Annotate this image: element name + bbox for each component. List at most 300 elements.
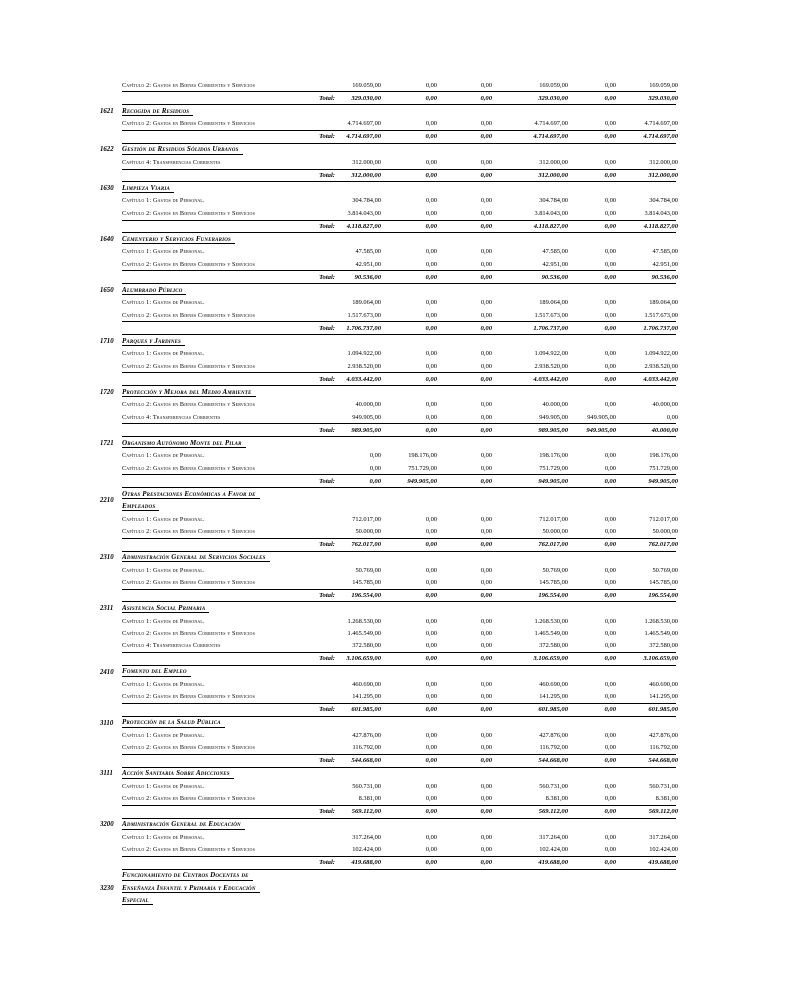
program-title-line — [122, 437, 676, 449]
program-title — [122, 386, 676, 398]
amount-cell: 0,00 — [604, 731, 616, 739]
chapter-label: Capítulo 4: Transferencias Corrientes — [122, 642, 221, 650]
program-title — [122, 552, 676, 564]
amount-cell: 0,00 — [604, 311, 616, 319]
amount-cell: 0,00 — [425, 515, 437, 523]
program-heading — [100, 144, 676, 156]
chapter-row — [100, 360, 676, 372]
amount-cell: 0,00 — [425, 680, 437, 688]
total-label: Total: — [319, 426, 335, 434]
amount-cell: 50.769,00 — [652, 566, 678, 574]
amount-cell: 0,00 — [425, 311, 437, 319]
amount-cell: 0,00 — [604, 452, 616, 460]
amount-cell: 0,00 — [425, 260, 437, 268]
chapter-row — [100, 729, 676, 741]
total-row — [122, 220, 676, 234]
total-amount-cell: 1.706.737,00 — [533, 324, 568, 332]
chapter-label: Capítulo 1: Gastos de Personal. — [122, 617, 205, 625]
amount-cell: 460.690,00 — [539, 680, 568, 688]
total-amount-cell: 4.118.827,00 — [643, 222, 678, 230]
program-title — [122, 488, 676, 513]
amount-cell: 1.268.530,00 — [644, 617, 678, 625]
total-label: Total: — [319, 477, 335, 485]
total-amount-cell: 0,00 — [480, 706, 492, 714]
total-amount-cell: 90.536,00 — [541, 273, 568, 281]
amount-cell: 372.580,00 — [352, 642, 381, 650]
amount-cell: 141.295,00 — [352, 693, 381, 701]
total-amount-cell: 762.017,00 — [351, 541, 381, 549]
amount-cell: 0,00 — [480, 744, 492, 752]
chapter-label: Capítulo 2: Gastos en Bienes Corrientes y Servicios — [122, 693, 255, 701]
amount-cell: 0,00 — [480, 311, 492, 319]
total-amount-cell: 0,00 — [480, 757, 492, 765]
total-label: Total: — [319, 859, 335, 867]
amount-cell: 189.064,00 — [352, 299, 381, 307]
program-heading — [100, 666, 676, 678]
chapter-row — [100, 742, 676, 754]
amount-cell: 1.268.530,00 — [347, 617, 381, 625]
total-amount-cell: 4.714.697,00 — [643, 133, 678, 141]
chapter-row — [100, 525, 676, 537]
program-title-text: Protección de la Salud Pública — [122, 718, 225, 728]
amount-cell: 0,00 — [604, 401, 616, 409]
program-title-text: Acción Sanitaria Sobre Adicciones — [122, 769, 234, 779]
amount-cell: 0,00 — [480, 350, 492, 358]
amount-cell: 0,00 — [480, 81, 492, 89]
program-title-line — [122, 602, 676, 614]
program-title — [122, 717, 676, 729]
program-title-line — [122, 819, 676, 831]
program-title-text: Alumbrado Público — [122, 286, 186, 296]
total-amount-cell: 569.112,00 — [351, 808, 381, 816]
amount-cell: 4.714.697,00 — [644, 120, 678, 128]
chapter-label: Capítulo 2: Gastos en Bienes Corrientes y Servicios — [122, 81, 255, 89]
amount-cell: 42.951,00 — [355, 260, 381, 268]
chapter-row — [100, 309, 676, 321]
chapter-row — [100, 118, 676, 130]
total-amount-cell: 0,00 — [480, 426, 492, 434]
amount-cell: 42.951,00 — [542, 260, 568, 268]
amount-cell: 0,00 — [480, 362, 492, 370]
program-title-line — [122, 233, 676, 245]
chapter-label: Capítulo 4: Transferencias Corrientes — [122, 413, 221, 421]
program-heading — [100, 819, 676, 831]
total-amount-cell: 949.905,00 — [538, 477, 568, 485]
program-code: 1640 — [100, 236, 114, 243]
total-amount-cell: 544.668,00 — [538, 757, 568, 765]
total-amount-cell: 196.554,00 — [648, 592, 678, 600]
amount-cell: 0,00 — [480, 248, 492, 256]
total-row — [122, 423, 676, 437]
chapter-label: Capítulo 2: Gastos en Bienes Corrientes y Servicios — [122, 795, 255, 803]
budget-table — [100, 79, 676, 907]
amount-cell: 0,00 — [604, 81, 616, 89]
amount-cell: 0,00 — [480, 515, 492, 523]
amount-cell: 0,00 — [480, 680, 492, 688]
amount-cell: 145.785,00 — [352, 578, 381, 586]
total-amount-cell: 4.714.697,00 — [346, 133, 381, 141]
total-amount-cell: 949.905,00 — [586, 426, 616, 434]
amount-cell: 317.264,00 — [352, 833, 381, 841]
amount-cell: 712.017,00 — [539, 515, 568, 523]
amount-cell: 1.465.549,00 — [534, 629, 568, 637]
program-title-line — [122, 717, 676, 729]
amount-cell: 0,00 — [425, 81, 437, 89]
amount-cell: 0,00 — [604, 209, 616, 217]
chapter-label: Capítulo 1: Gastos de Personal. — [122, 833, 205, 841]
total-amount-cell: 0,00 — [425, 94, 437, 102]
total-amount-cell: 569.112,00 — [648, 808, 678, 816]
program-title — [122, 666, 676, 678]
amount-cell: 198.176,00 — [649, 452, 678, 460]
total-amount-cell: 4.118.827,00 — [346, 222, 381, 230]
amount-cell: 312.000,00 — [352, 158, 381, 166]
amount-cell: 0,00 — [425, 401, 437, 409]
program-title-line — [122, 488, 676, 500]
amount-cell: 712.017,00 — [352, 515, 381, 523]
program-title — [122, 870, 676, 907]
program-title-text: Cementerio y Servicios Funerarios — [122, 235, 235, 245]
total-label: Total: — [319, 222, 335, 230]
total-amount-cell: 0,00 — [425, 757, 437, 765]
total-amount-cell: 0,00 — [604, 592, 616, 600]
total-amount-cell: 419.688,00 — [648, 859, 678, 867]
amount-cell: 2.938.520,00 — [534, 362, 568, 370]
amount-cell: 0,00 — [604, 299, 616, 307]
total-amount-cell: 419.688,00 — [351, 859, 381, 867]
program-title-text: Recogida de Residuos — [122, 107, 193, 117]
total-amount-cell: 0,00 — [604, 375, 616, 383]
total-amount-cell: 0,00 — [604, 541, 616, 549]
program-heading — [100, 717, 676, 729]
amount-cell: 0,00 — [480, 795, 492, 803]
amount-cell: 102.424,00 — [352, 846, 381, 854]
total-row — [122, 372, 676, 386]
chapter-row — [100, 615, 676, 627]
amount-cell: 560.731,00 — [649, 782, 678, 790]
total-amount-cell: 0,00 — [604, 655, 616, 663]
amount-cell: 0,00 — [425, 642, 437, 650]
program-title-text: Administración General de Educación — [122, 820, 245, 830]
amount-cell: 1.517.673,00 — [347, 311, 381, 319]
total-amount-cell: 196.554,00 — [538, 592, 568, 600]
program-title-text: Funcionamiento de Centros Docentes de — [122, 871, 253, 881]
program-code: 1720 — [100, 388, 114, 396]
chapter-row — [100, 411, 676, 423]
amount-cell: 0,00 — [604, 795, 616, 803]
amount-cell: 0,00 — [425, 744, 437, 752]
amount-cell: 0,00 — [480, 120, 492, 128]
total-amount-cell: 762.017,00 — [538, 541, 568, 549]
amount-cell: 0,00 — [369, 464, 381, 472]
total-amount-cell: 762.017,00 — [648, 541, 678, 549]
chapter-row — [100, 258, 676, 270]
total-label: Total: — [319, 706, 335, 714]
amount-cell: 0,00 — [425, 731, 437, 739]
chapter-label: Capítulo 2: Gastos en Bienes Corrientes y Servicios — [122, 401, 255, 409]
amount-cell: 0,00 — [604, 248, 616, 256]
chapter-label: Capítulo 1: Gastos de Personal. — [122, 680, 205, 688]
total-row — [122, 91, 676, 105]
program-title — [122, 602, 676, 614]
total-row — [122, 130, 676, 144]
total-row — [122, 270, 676, 284]
amount-cell: 2.938.520,00 — [644, 362, 678, 370]
total-amount-cell: 329.030,00 — [351, 94, 381, 102]
total-amount-cell: 3.106.659,00 — [643, 655, 678, 663]
amount-cell: 1.094.922,00 — [347, 350, 381, 358]
total-label: Total: — [319, 133, 335, 141]
amount-cell: 0,00 — [604, 120, 616, 128]
chapter-row — [100, 348, 676, 360]
total-amount-cell: 0,00 — [425, 171, 437, 179]
amount-cell: 1.465.549,00 — [347, 629, 381, 637]
amount-cell: 1.517.673,00 — [534, 311, 568, 319]
total-amount-cell: 419.688,00 — [538, 859, 568, 867]
amount-cell: 0,00 — [425, 578, 437, 586]
amount-cell: 141.295,00 — [539, 693, 568, 701]
total-amount-cell: 0,00 — [425, 541, 437, 549]
total-amount-cell: 0,00 — [604, 706, 616, 714]
program-code: 2410 — [100, 668, 114, 676]
total-amount-cell: 949.905,00 — [407, 477, 437, 485]
chapter-row — [100, 156, 676, 168]
chapter-label: Capítulo 1: Gastos de Personal. — [122, 452, 205, 460]
amount-cell: 560.731,00 — [539, 782, 568, 790]
amount-cell: 0,00 — [480, 731, 492, 739]
chapter-label: Capítulo 1: Gastos de Personal. — [122, 350, 205, 358]
total-amount-cell: 544.668,00 — [351, 757, 381, 765]
amount-cell: 460.690,00 — [352, 680, 381, 688]
total-amount-cell: 3.106.659,00 — [533, 655, 568, 663]
chapter-label: Capítulo 2: Gastos en Bienes Corrientes y Servicios — [122, 578, 255, 586]
total-amount-cell: 0,00 — [480, 94, 492, 102]
amount-cell: 0,00 — [425, 158, 437, 166]
program-title-line — [122, 386, 676, 398]
program-title-line — [122, 105, 676, 117]
total-amount-cell: 0,00 — [425, 375, 437, 383]
chapter-row — [100, 450, 676, 462]
amount-cell: 0,00 — [480, 452, 492, 460]
amount-cell: 0,00 — [425, 413, 437, 421]
total-row — [122, 754, 676, 768]
total-amount-cell: 0,00 — [425, 426, 437, 434]
chapter-label: Capítulo 1: Gastos de Personal. — [122, 731, 205, 739]
program-heading — [100, 233, 676, 245]
total-label: Total: — [319, 273, 335, 281]
chapter-row — [100, 844, 676, 856]
chapter-row — [100, 297, 676, 309]
amount-cell: 0,00 — [480, 578, 492, 586]
amount-cell: 0,00 — [425, 693, 437, 701]
amount-cell: 312.000,00 — [649, 158, 678, 166]
total-amount-cell: 0,00 — [425, 706, 437, 714]
total-amount-cell: 1.706.737,00 — [346, 324, 381, 332]
program-title-text: Enseñanza Infantil y Primaria y Educación — [122, 884, 260, 894]
total-amount-cell: 0,00 — [604, 222, 616, 230]
total-amount-cell: 0,00 — [425, 324, 437, 332]
total-label: Total: — [319, 541, 335, 549]
program-title-text: Otras Prestaciones Económicas a Favor de — [122, 490, 260, 500]
chapter-row — [100, 564, 676, 576]
chapter-label: Capítulo 2: Gastos en Bienes Corrientes y Servicios — [122, 528, 255, 536]
amount-cell: 751.729,00 — [408, 464, 437, 472]
amount-cell: 0,00 — [425, 362, 437, 370]
amount-cell: 0,00 — [480, 413, 492, 421]
program-title-line — [122, 768, 676, 780]
total-amount-cell: 0,00 — [604, 808, 616, 816]
amount-cell: 0,00 — [604, 833, 616, 841]
program-code: 1710 — [100, 337, 114, 345]
amount-cell: 8.381,00 — [358, 795, 381, 803]
amount-cell: 42.951,00 — [652, 260, 678, 268]
amount-cell: 560.731,00 — [352, 782, 381, 790]
total-amount-cell: 0,00 — [480, 324, 492, 332]
total-amount-cell: 0,00 — [480, 859, 492, 867]
chapter-label: Capítulo 2: Gastos en Bienes Corrientes y Servicios — [122, 744, 255, 752]
total-amount-cell: 4.033.442,00 — [346, 375, 381, 383]
amount-cell: 0,00 — [425, 629, 437, 637]
total-amount-cell: 4.714.697,00 — [533, 133, 568, 141]
amount-cell: 0,00 — [604, 846, 616, 854]
program-title-text: Organismo Autónomo Monte del Pilar — [122, 439, 246, 449]
total-row — [122, 805, 676, 819]
amount-cell: 0,00 — [425, 833, 437, 841]
total-amount-cell: 4.118.827,00 — [533, 222, 568, 230]
total-row — [122, 474, 676, 488]
chapter-row — [100, 246, 676, 258]
amount-cell: 751.729,00 — [649, 464, 678, 472]
program-heading — [100, 768, 676, 780]
program-title-text: Especial — [122, 896, 153, 906]
program-title-line — [122, 335, 676, 347]
program-heading — [100, 552, 676, 564]
total-amount-cell: 989.905,00 — [351, 426, 381, 434]
total-amount-cell: 0,00 — [604, 757, 616, 765]
amount-cell: 2.938.520,00 — [347, 362, 381, 370]
amount-cell: 169.059,00 — [539, 81, 568, 89]
program-heading — [100, 386, 676, 398]
total-amount-cell: 0,00 — [480, 171, 492, 179]
program-code: 1721 — [100, 439, 114, 447]
total-amount-cell: 0,00 — [604, 133, 616, 141]
chapter-label: Capítulo 1: Gastos de Personal. — [122, 197, 205, 205]
total-amount-cell: 40.000,00 — [651, 426, 678, 434]
total-amount-cell: 0,00 — [425, 273, 437, 281]
total-amount-cell: 0,00 — [480, 808, 492, 816]
total-amount-cell: 0,00 — [604, 273, 616, 281]
amount-cell: 0,00 — [604, 158, 616, 166]
program-title-text: Fomento del Empleo — [122, 667, 191, 677]
chapter-label: Capítulo 2: Gastos en Bienes Corrientes y Servicios — [122, 311, 255, 319]
program-code: 2210 — [100, 497, 114, 505]
amount-cell: 40.000,00 — [652, 401, 678, 409]
amount-cell: 304.784,00 — [352, 197, 381, 205]
chapter-label: Capítulo 1: Gastos de Personal. — [122, 515, 205, 523]
program-heading — [100, 437, 676, 449]
program-code: 1630 — [100, 185, 114, 193]
amount-cell: 0,00 — [480, 846, 492, 854]
program-code: 1621 — [100, 107, 114, 115]
total-amount-cell: 329.030,00 — [648, 94, 678, 102]
total-amount-cell: 0,00 — [604, 859, 616, 867]
amount-cell: 304.784,00 — [649, 197, 678, 205]
total-amount-cell: 0,00 — [480, 273, 492, 281]
amount-cell: 0,00 — [604, 680, 616, 688]
chapter-row — [100, 831, 676, 843]
program-heading — [100, 284, 676, 296]
program-title-text: Gestión de Residuos Sólidos Urbanos — [122, 145, 243, 155]
program-title — [122, 233, 676, 245]
amount-cell: 8.381,00 — [545, 795, 568, 803]
amount-cell: 145.785,00 — [539, 578, 568, 586]
amount-cell: 0,00 — [425, 120, 437, 128]
amount-cell: 312.000,00 — [539, 158, 568, 166]
amount-cell: 0,00 — [480, 693, 492, 701]
amount-cell: 0,00 — [604, 693, 616, 701]
total-amount-cell: 3.106.659,00 — [346, 655, 381, 663]
amount-cell: 40.000,00 — [542, 401, 568, 409]
amount-cell: 0,00 — [480, 833, 492, 841]
program-title-line — [122, 144, 676, 156]
program-title-line — [122, 666, 676, 678]
chapter-label: Capítulo 4: Transferencias Corrientes — [122, 158, 221, 166]
amount-cell: 949.905,00 — [587, 413, 616, 421]
program-title-text: Limpieza Viaria — [122, 184, 174, 194]
total-label: Total: — [319, 592, 335, 600]
amount-cell: 0,00 — [480, 782, 492, 790]
chapter-row — [100, 399, 676, 411]
total-amount-cell: 329.030,00 — [538, 94, 568, 102]
total-amount-cell: 601.985,00 — [648, 706, 678, 714]
amount-cell: 0,00 — [480, 299, 492, 307]
amount-cell: 1.465.549,00 — [644, 629, 678, 637]
program-title-line — [122, 182, 676, 194]
chapter-row — [100, 195, 676, 207]
amount-cell: 0,00 — [480, 401, 492, 409]
program-title — [122, 182, 676, 194]
amount-cell: 4.714.697,00 — [534, 120, 568, 128]
chapter-label: Capítulo 2: Gastos en Bienes Corrientes y Servicios — [122, 120, 255, 128]
amount-cell: 0,00 — [425, 782, 437, 790]
program-title-line — [122, 284, 676, 296]
chapter-label: Capítulo 2: Gastos en Bienes Corrientes y Servicios — [122, 464, 255, 472]
program-title-text: Administración General de Servicios Sociales — [122, 553, 270, 563]
amount-cell: 145.785,00 — [649, 578, 678, 586]
program-code: 3200 — [100, 821, 114, 829]
program-title-line — [122, 501, 676, 513]
chapter-row — [100, 793, 676, 805]
amount-cell: 116.792,00 — [539, 744, 568, 752]
total-label: Total: — [319, 94, 335, 102]
amount-cell: 3.814.043,00 — [347, 209, 381, 217]
amount-cell: 50.769,00 — [542, 566, 568, 574]
program-heading — [100, 105, 676, 117]
total-amount-cell: 0,00 — [425, 859, 437, 867]
amount-cell: 1.094.922,00 — [534, 350, 568, 358]
amount-cell: 0,00 — [480, 260, 492, 268]
amount-cell: 0,00 — [604, 515, 616, 523]
total-row — [122, 856, 676, 870]
amount-cell: 141.295,00 — [649, 693, 678, 701]
amount-cell: 0,00 — [604, 350, 616, 358]
program-title-line — [122, 882, 676, 894]
total-row — [122, 703, 676, 717]
program-code: 3110 — [100, 719, 114, 727]
amount-cell: 317.264,00 — [539, 833, 568, 841]
amount-cell: 1.094.922,00 — [644, 350, 678, 358]
amount-cell: 0,00 — [604, 744, 616, 752]
